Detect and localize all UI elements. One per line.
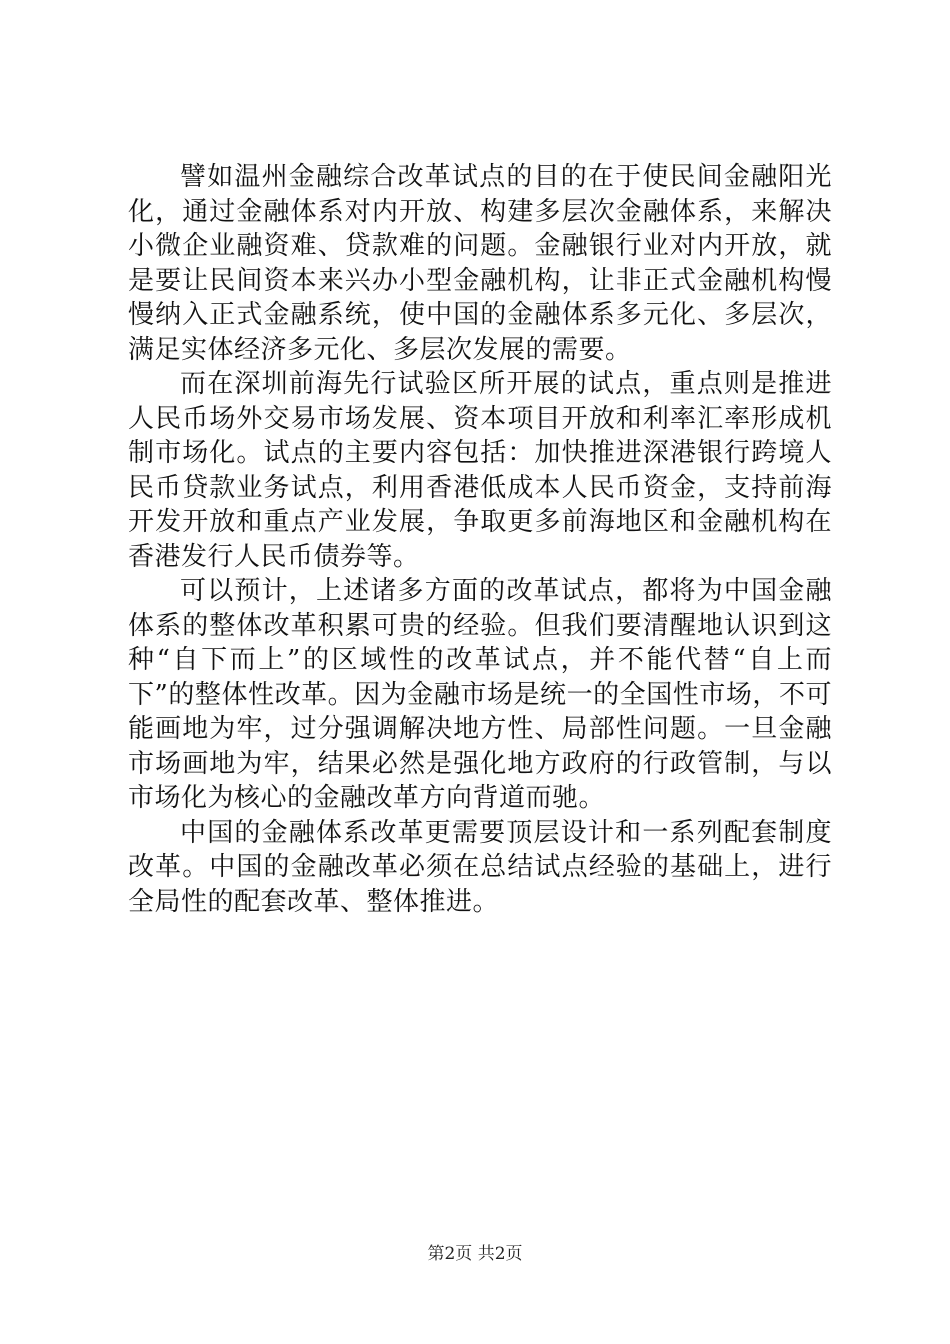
page-number: 第2页 共2页	[427, 1244, 523, 1264]
body-text	[128, 160, 832, 919]
paragraph-2: 而在深圳前海先行试验区所开展的试点，重点则是推进人民币场外交易市场发展、资本项目开放和利率汇率形成机制市场化。试点的主要内容包括：加快推进深港银行跨境人民币贷款业务试点，利用香港低成本人民币资金，支持前海开发开放和重点产业发展，争取更多前海地区和金融机构在香港发行人民币债券等。	[128, 369, 832, 572]
paragraph-3: 可以预计，上述诸多方面的改革试点，都将为中国金融体系的整体改革积累可贵的经验。但我们要清醒地认识到这种“自下而上”的区域性的改革试点，并不能代替“自上而下”的整体性改革。因为金融市场是统一的全国性市场，不可能画地为牢，过分强调解决地方性、局部性问题。一旦金融市场画地为牢，结果必然是强化地方政府的行政管制，与以市场化为核心的金融改革方向背道而驰。	[128, 576, 832, 813]
paragraph-1: 譬如温州金融综合改革试点的目的在于使民间金融阳光化，通过金融体系对内开放、构建多层次金融体系，来解决小微企业融资难、贷款难的问题。金融银行业对内开放，就是要让民间资本来兴办小型金融机构，让非正式金融机构慢慢纳入正式金融系统，使中国的金融体系多元化、多层次，满足实体经济多元化、多层次发展的需要。	[128, 162, 832, 365]
page-footer	[0, 1243, 950, 1265]
paragraph-4: 中国的金融体系改革更需要顶层设计和一系列配套制度改革。中国的金融改革必须在总结试点经验的基础上，进行全局性的配套改革、整体推进。	[128, 817, 832, 917]
